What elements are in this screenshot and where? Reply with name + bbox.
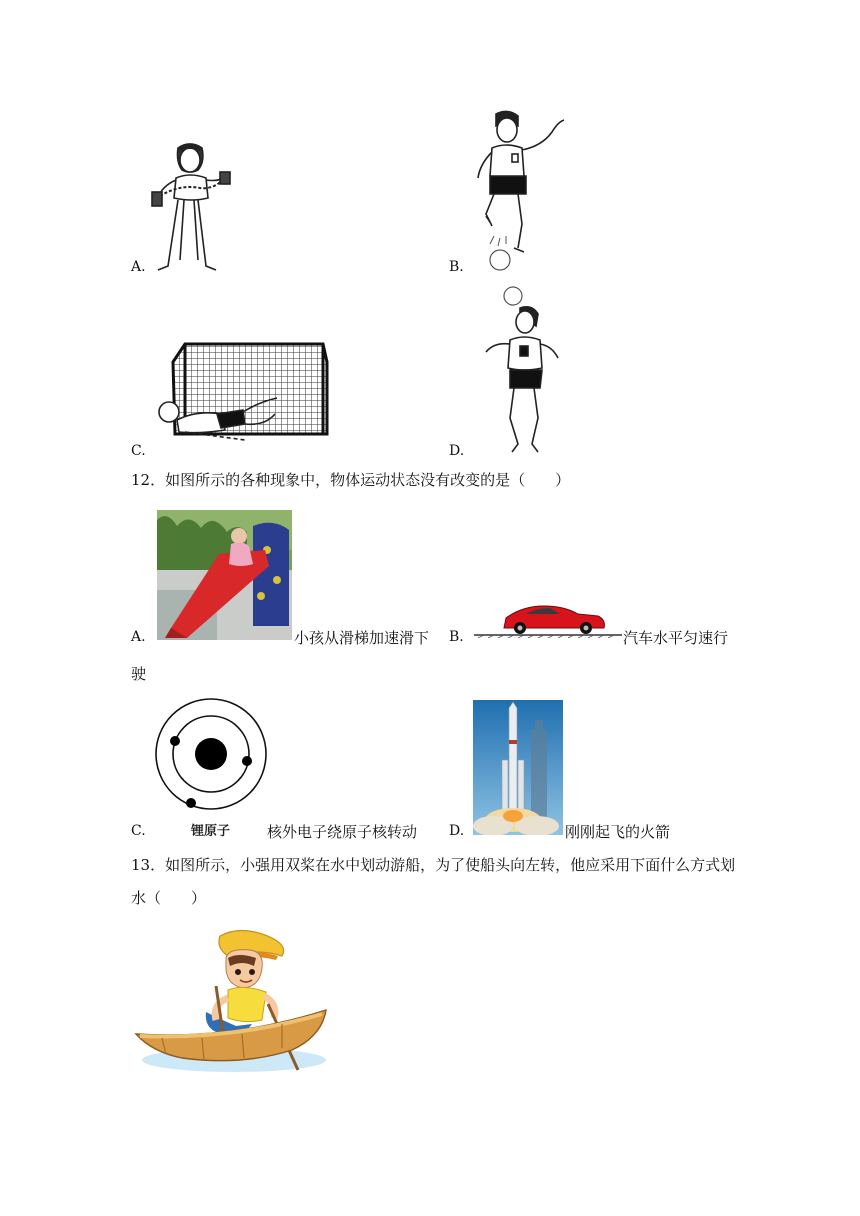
question-12-stem: 12．如图所示的各种现象中，物体运动状态没有改变的是（ ）	[131, 471, 571, 489]
question-13-stem-line2: 水（ ）	[131, 889, 207, 907]
q12-option-c-letter: C.	[131, 823, 146, 839]
q12-option-b-caption: 汽车水平匀速行	[623, 629, 729, 647]
q12-option-c-caption: 核外电子绕原子核转动	[267, 823, 418, 841]
q12-option-d-caption: 刚刚起飞的火箭	[565, 823, 671, 841]
option-d-letter: D.	[449, 443, 465, 459]
red-sports-car-figure	[474, 602, 622, 638]
q12-option-d-letter: D.	[449, 823, 465, 839]
boy-stretching-spring-exerciser-figure	[150, 138, 240, 274]
q12-option-a-letter: A.	[131, 629, 146, 645]
goalkeeper-diving-in-net-figure	[155, 340, 330, 444]
q12-option-b-caption-wrap: 驶	[131, 665, 147, 683]
q12-option-b-letter: B.	[449, 629, 464, 645]
question-13-stem-line1: 13．如图所示，小强用双桨在水中划动游船，为了使船头向左转，他应采用下面什么方式划	[131, 856, 736, 874]
option-b-letter: B.	[449, 259, 464, 275]
boy-heading-ball-figure	[480, 286, 575, 456]
boy-kicking-ball-figure	[470, 108, 570, 274]
lithium-atom-label: 锂原子	[191, 824, 231, 839]
q12-option-a-caption: 小孩从滑梯加速滑下	[294, 629, 430, 647]
boy-rowing-boat-figure	[132, 928, 328, 1078]
rocket-launch-photo	[473, 700, 563, 835]
option-c-letter: C.	[131, 443, 146, 459]
child-on-red-slide-photo	[157, 510, 292, 640]
lithium-atom-diagram	[152, 698, 270, 812]
option-a-letter: A.	[131, 259, 146, 275]
